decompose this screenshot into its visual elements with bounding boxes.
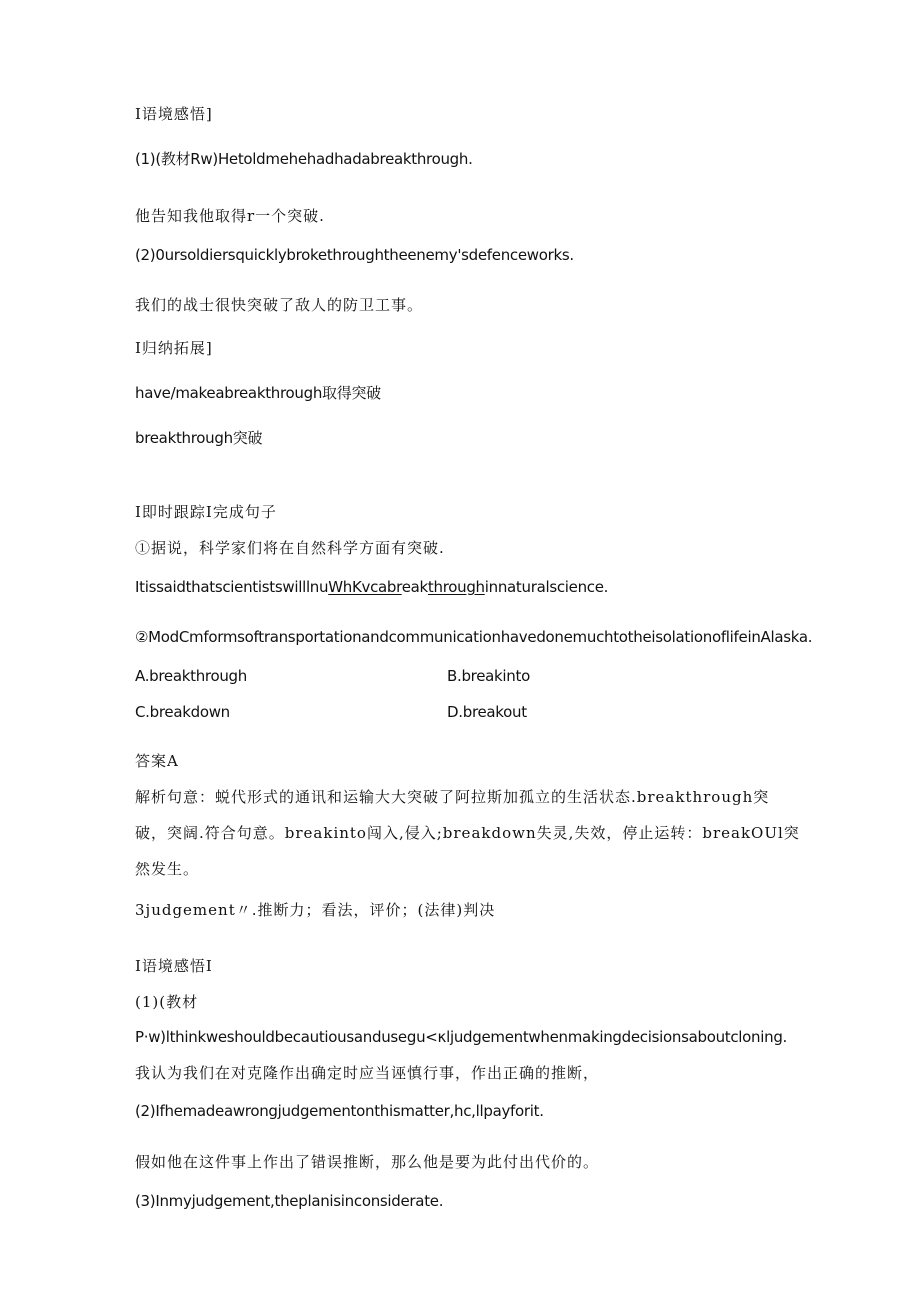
question-1-english — [135, 576, 608, 598]
option-a: A.breakthrough — [135, 667, 247, 685]
context-heading-2: I语境感悟I — [135, 957, 213, 975]
analysis-line-2: 破，突阔.符合句意。breakinto闯入,侵入;breakdown失灵,失效，停止运转：breakOUl突 — [135, 824, 800, 842]
judgement-example-2-chinese: 假如他在这件事上作出了错误推断，那么他是要为此付出代价的。 — [135, 1153, 600, 1171]
analysis-line-3: 然发生。 — [135, 860, 200, 878]
summary-heading: I归纳拓展] — [135, 339, 213, 357]
phrase-have-make-breakthrough: have/makeabreakthrough取得突破 — [135, 384, 381, 402]
example-1-chinese: 他告知我他取得r一个突破. — [135, 207, 325, 225]
phrase-breakthrough: breakthrough突破 — [135, 429, 263, 447]
judgement-example-1-english: P·w)lthinkweshouldbecautiousandusegu<κljudgementwhenmakingdecisionsaboutcloning. — [135, 1028, 788, 1046]
option-c: C.breakdown — [135, 703, 230, 721]
q1-text-end: innaturalscience. — [484, 578, 609, 596]
judgement-example-3-english: (3)Inmyjudgement,theplanisinconsiderate. — [135, 1192, 444, 1210]
judgement-example-2-english: (2)Ifhemadeawrongjudgementonthismatter,hc,llpayforit. — [135, 1102, 544, 1120]
practice-heading: I即时跟踪I完成句子 — [135, 503, 277, 521]
option-d: D.breakout — [447, 703, 527, 721]
q1-text-start: Itissaidthatscientistswilllnu — [135, 578, 329, 596]
q1-text-mid: eak — [401, 578, 428, 596]
q1-blank-answer-1: WhKvcabr — [328, 578, 402, 596]
option-b: B.breakinto — [447, 667, 530, 685]
answer-line: 答案A — [135, 752, 179, 770]
judgement-heading: 3judgement〃.推断力；看法，评价；(法律)判决 — [135, 901, 496, 919]
question-2: ②ModCmformsoftransportationandcommunicationhavedonemuchtotheisolationoflifeinAlaska. — [135, 628, 813, 646]
example-2-chinese: 我们的战士很快突破了敌人的防卫工事。 — [135, 296, 424, 314]
judgement-example-1-chinese: 我认为我们在对克隆作出确定时应当诬慎行事，作出正确的推断， — [135, 1064, 600, 1082]
judgement-example-1-label: (1)(教材 — [135, 993, 199, 1011]
question-1-chinese: ①据说，科学家们将在自然科学方面有突破. — [135, 539, 445, 557]
context-heading-1: I语境感悟] — [135, 105, 213, 123]
analysis-line-1: 解析句意：蜕代形式的通讯和运输大大突破了阿拉斯加孤立的生活状态.breakthrough突 — [135, 788, 770, 806]
q1-blank-answer-2: through — [427, 578, 485, 596]
example-2-english: (2)0ursoldiersquicklybrokethroughtheenemy'sdefenceworks. — [135, 246, 574, 264]
example-1-english: (1)(教材Rw)Hetoldmehehadhadabreakthrough. — [135, 150, 473, 168]
